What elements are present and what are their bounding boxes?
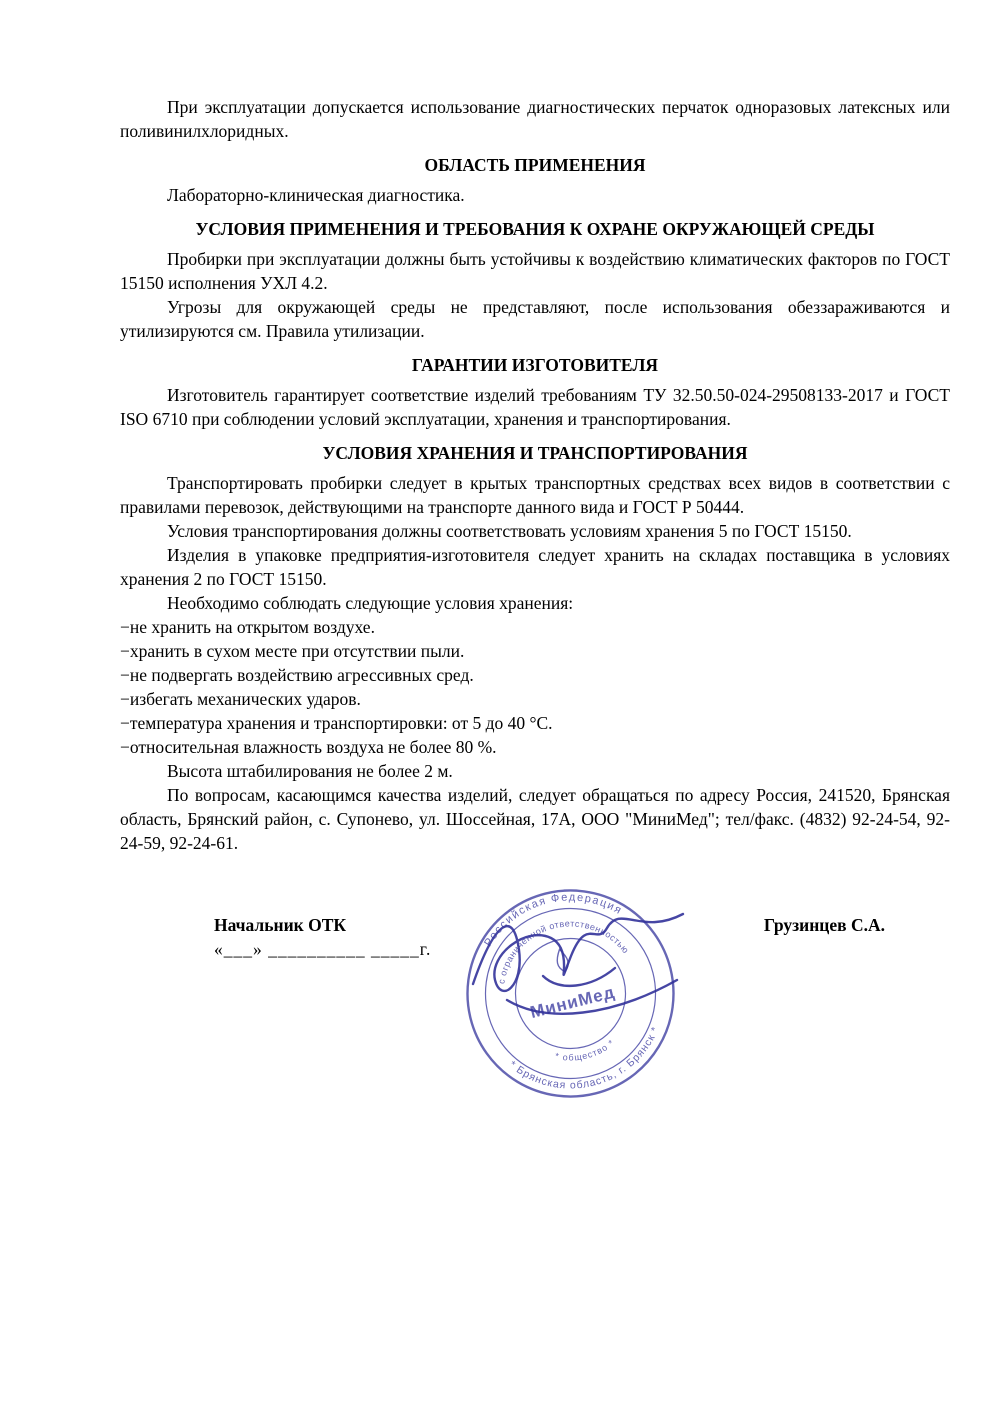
paragraph: Угрозы для окружающей среды не представляют, после использования обеззараживаются и утилизируются см. Правила утилизации. <box>120 297 950 341</box>
signer-name: Грузинцев С.А. <box>763 915 885 935</box>
storage-condition-item: −не подвергать воздействию агрессивных сред. <box>120 665 474 685</box>
storage-condition-item: −температура хранения и транспортировки: от 5 до 40 °С. <box>120 713 553 733</box>
paragraph: Пробирки при эксплуатации должны быть устойчивы к воздействию климатических факторов по ГОСТ 15150 исполнения УХЛ 4.2. <box>120 249 950 293</box>
svg-text:* общество * <box>552 1036 618 1068</box>
svg-text:* Брянская область, г. Брянск <box>505 1022 672 1108</box>
section-heading-storage-transport: УСЛОВИЯ ХРАНЕНИЯ И ТРАНСПОРТИРОВАНИЯ <box>322 443 748 463</box>
paragraph: Транспортировать пробирки следует в крытых транспортных средствах всех видов в соответствии с правилами перевозок, действующими на транспорте данного вида и ГОСТ Р 50444. <box>120 473 950 517</box>
section-heading-usage-conditions: УСЛОВИЯ ПРИМЕНЕНИЯ И ТРЕБОВАНИЯ К ОХРАНЕ ОКРУЖАЮЩЕЙ СРЕДЫ <box>195 219 875 239</box>
document-body <box>120 95 950 961</box>
paragraph-contact-address: По вопросам, касающимся качества изделий, следует обращаться по адресу Россия, 241520, Брянская область, Брянский район, с. Супонево, ул. Шоссейная, 17А, ООО "МиниМед"; тел/факс. (4832) 92-24-54, 92-24-59, 92-24-61. <box>120 785 950 853</box>
date-blank-line: «___» __________ _____г. <box>214 939 432 959</box>
signature-left <box>120 913 431 961</box>
paragraph: Лабораторно-клиническая диагностика. <box>167 185 465 205</box>
paragraph: Необходимо соблюдать следующие условия хранения: <box>167 593 574 613</box>
stamp-outer-bottom-text: * Брянская область, г. Брянск * <box>506 1024 662 1092</box>
paragraph-intro: При эксплуатации допускается использование диагностических перчаток одноразовых латексных или поливинилхлоридных. <box>120 97 950 141</box>
storage-condition-item: −относительная влажность воздуха не более 80 %. <box>120 737 497 757</box>
paragraph: Условия транспортирования должны соответствовать условиям хранения 5 по ГОСТ 15150. <box>167 521 852 541</box>
paragraph: Высота штабилирования не более 2 м. <box>167 761 453 781</box>
stamp-ring-bottom-text: * общество * <box>554 1037 617 1063</box>
signer-position: Начальник ОТК <box>214 915 347 935</box>
section-heading-manufacturer-warranty: ГАРАНТИИ ИЗГОТОВИТЕЛЯ <box>411 355 659 375</box>
paragraph: Изготовитель гарантирует соответствие изделий требованиям ТУ 32.50.50-024-29508133-2017 и ГОСТ ISO 6710 при соблюдении условий эксплуатации, хранения и транспортирования. <box>120 385 950 429</box>
signature-block <box>120 913 950 961</box>
storage-condition-item: −хранить в сухом месте при отсутствии пыли. <box>120 641 465 661</box>
stamp-center-text: МиниМед <box>528 982 618 1022</box>
stamp-outer-top-text: Российская Федерация <box>482 891 625 949</box>
stamp-ring-top-text: с ограниченной ответственностью <box>496 918 632 985</box>
storage-condition-item: −не хранить на открытом воздухе. <box>120 617 375 637</box>
storage-condition-item: −избегать механических ударов. <box>120 689 361 709</box>
paragraph: Изделия в упаковке предприятия-изготовителя следует хранить на складах поставщика в условиях хранения 2 по ГОСТ 15150. <box>120 545 950 589</box>
section-heading-application-area: ОБЛАСТЬ ПРИМЕНЕНИЯ <box>424 155 646 175</box>
